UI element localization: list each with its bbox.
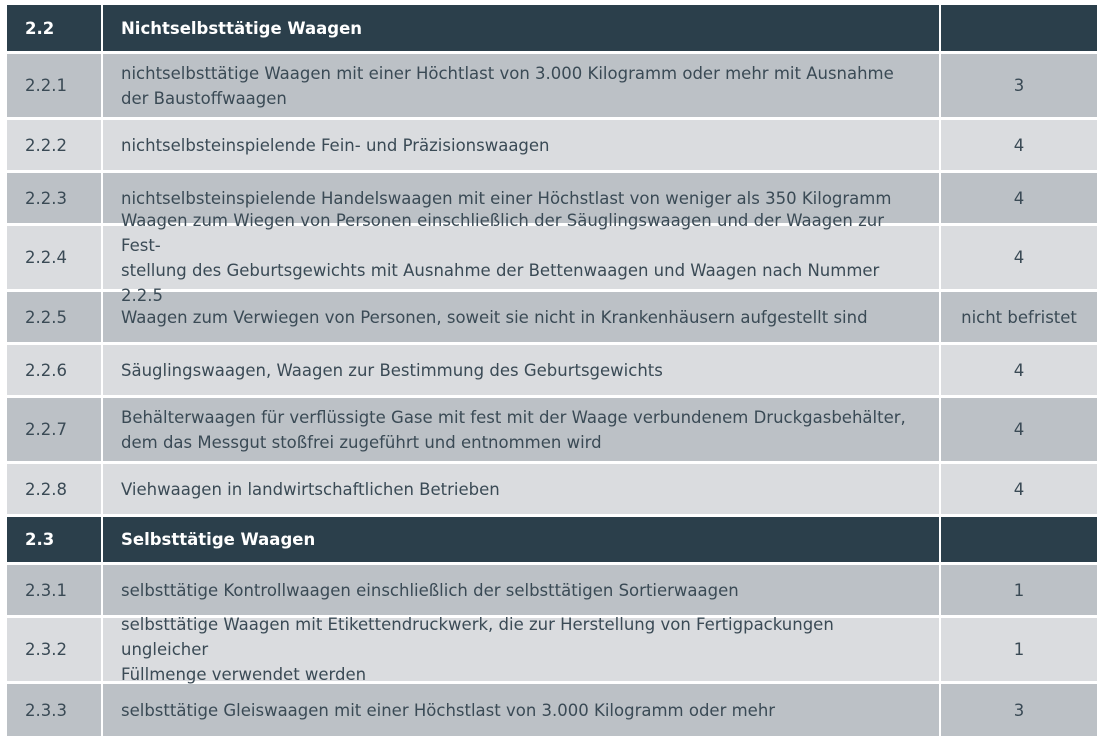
row-description <box>101 615 939 684</box>
table-row <box>7 398 1097 464</box>
row-value: 4 <box>939 464 1097 514</box>
row-value: 4 <box>939 173 1097 223</box>
row-value: nicht befristet <box>939 292 1097 342</box>
row-value: 4 <box>939 226 1097 289</box>
row-description-line: selbsttätige Waagen mit Etikettendruckwerk, die zur Herstellung von Fertigpackungen ungleicher <box>121 615 834 659</box>
table-row <box>7 210 1097 305</box>
row-description-line: Waagen zum Verwiegen von Personen, soweit sie nicht in Krankenhäusern aufgestellt sind <box>121 307 868 327</box>
row-value: 4 <box>939 120 1097 170</box>
row-value: 4 <box>939 345 1097 395</box>
row-number: 2.2.3 <box>25 188 67 208</box>
row-number: 2.2.7 <box>25 420 67 439</box>
table-row <box>7 684 1097 736</box>
row-description <box>101 684 939 736</box>
row-description <box>101 565 939 615</box>
section-title: Selbsttätige Waagen <box>101 517 939 562</box>
row-description <box>101 398 939 461</box>
row-description-line: nichtselbsteinspielende Fein- und Präzisionswaagen <box>121 135 550 155</box>
row-description-line: stellung des Geburtsgewichts mit Ausnahme der Bettenwaagen und Waagen nach Nummer 2.2.5 <box>121 260 880 305</box>
row-description <box>101 120 939 170</box>
row-number: 2.3.1 <box>25 580 67 600</box>
section-number: 2.3 <box>25 530 55 549</box>
section-number: 2.2 <box>25 18 55 38</box>
section-title: Nichtselbsttätige Waagen <box>101 5 939 51</box>
table-row <box>7 565 1097 618</box>
row-description <box>101 464 939 514</box>
row-description-line: selbsttätige Gleiswaagen mit einer Höchstlast von 3.000 Kilogramm oder mehr <box>121 700 776 720</box>
table-row <box>7 345 1097 398</box>
row-number: 2.3.2 <box>25 640 67 659</box>
row-description-line: Füllmenge verwendet werden <box>121 665 367 684</box>
row-value: 3 <box>939 684 1097 736</box>
table-row <box>7 615 1097 684</box>
row-description-line: Säuglingswaagen, Waagen zur Bestimmung des Geburtsgewichts <box>121 360 663 380</box>
row-description <box>101 210 939 305</box>
row-number: 2.2.1 <box>25 76 67 95</box>
row-number: 2.2.5 <box>25 307 67 327</box>
row-description-line: Viehwaagen in landwirtschaftlichen Betrieben <box>121 479 500 499</box>
row-value: 3 <box>939 54 1097 117</box>
table-row <box>7 120 1097 173</box>
table-row <box>7 292 1097 345</box>
row-description-line: der Baustoffwaagen <box>121 88 287 108</box>
section-value <box>939 5 1097 51</box>
row-description-line: dem das Messgut stoßfrei zugeführt und entnommen wird <box>121 432 602 452</box>
row-description <box>101 54 939 117</box>
row-number: 2.2.2 <box>25 135 67 155</box>
row-value: 1 <box>939 618 1097 681</box>
section-value <box>939 517 1097 562</box>
table-row <box>7 54 1097 120</box>
calibration-table <box>7 5 1097 736</box>
row-value: 1 <box>939 565 1097 615</box>
section-header-2-3 <box>7 517 1097 565</box>
row-description <box>101 345 939 395</box>
row-description-line: nichtselbsteinspielende Handelswaagen mit einer Höchstlast von weniger als 350 Kilogramm <box>121 188 892 208</box>
row-number: 2.2.6 <box>25 360 67 380</box>
row-description-line: nichtselbsttätige Waagen mit einer Höchtlast von 3.000 Kilogramm oder mehr mit Ausnahme <box>121 63 894 83</box>
row-value: 4 <box>939 398 1097 461</box>
row-number: 2.2.8 <box>25 479 67 499</box>
row-description-line: Behälterwaagen für verflüssigte Gase mit fest mit der Waage verbundenem Druckgasbehälter, <box>121 407 906 427</box>
row-description-line: selbsttätige Kontrollwaagen einschließlich der selbsttätigen Sortierwaagen <box>121 580 739 600</box>
section-header-2-2 <box>7 5 1097 54</box>
row-description-line: Waagen zum Wiegen von Personen einschließlich der Säuglingswaagen und der Waagen zur Fest- <box>121 210 885 255</box>
row-number: 2.3.3 <box>25 700 67 720</box>
table-row <box>7 464 1097 517</box>
row-number: 2.2.4 <box>25 248 67 267</box>
row-description <box>101 292 939 342</box>
